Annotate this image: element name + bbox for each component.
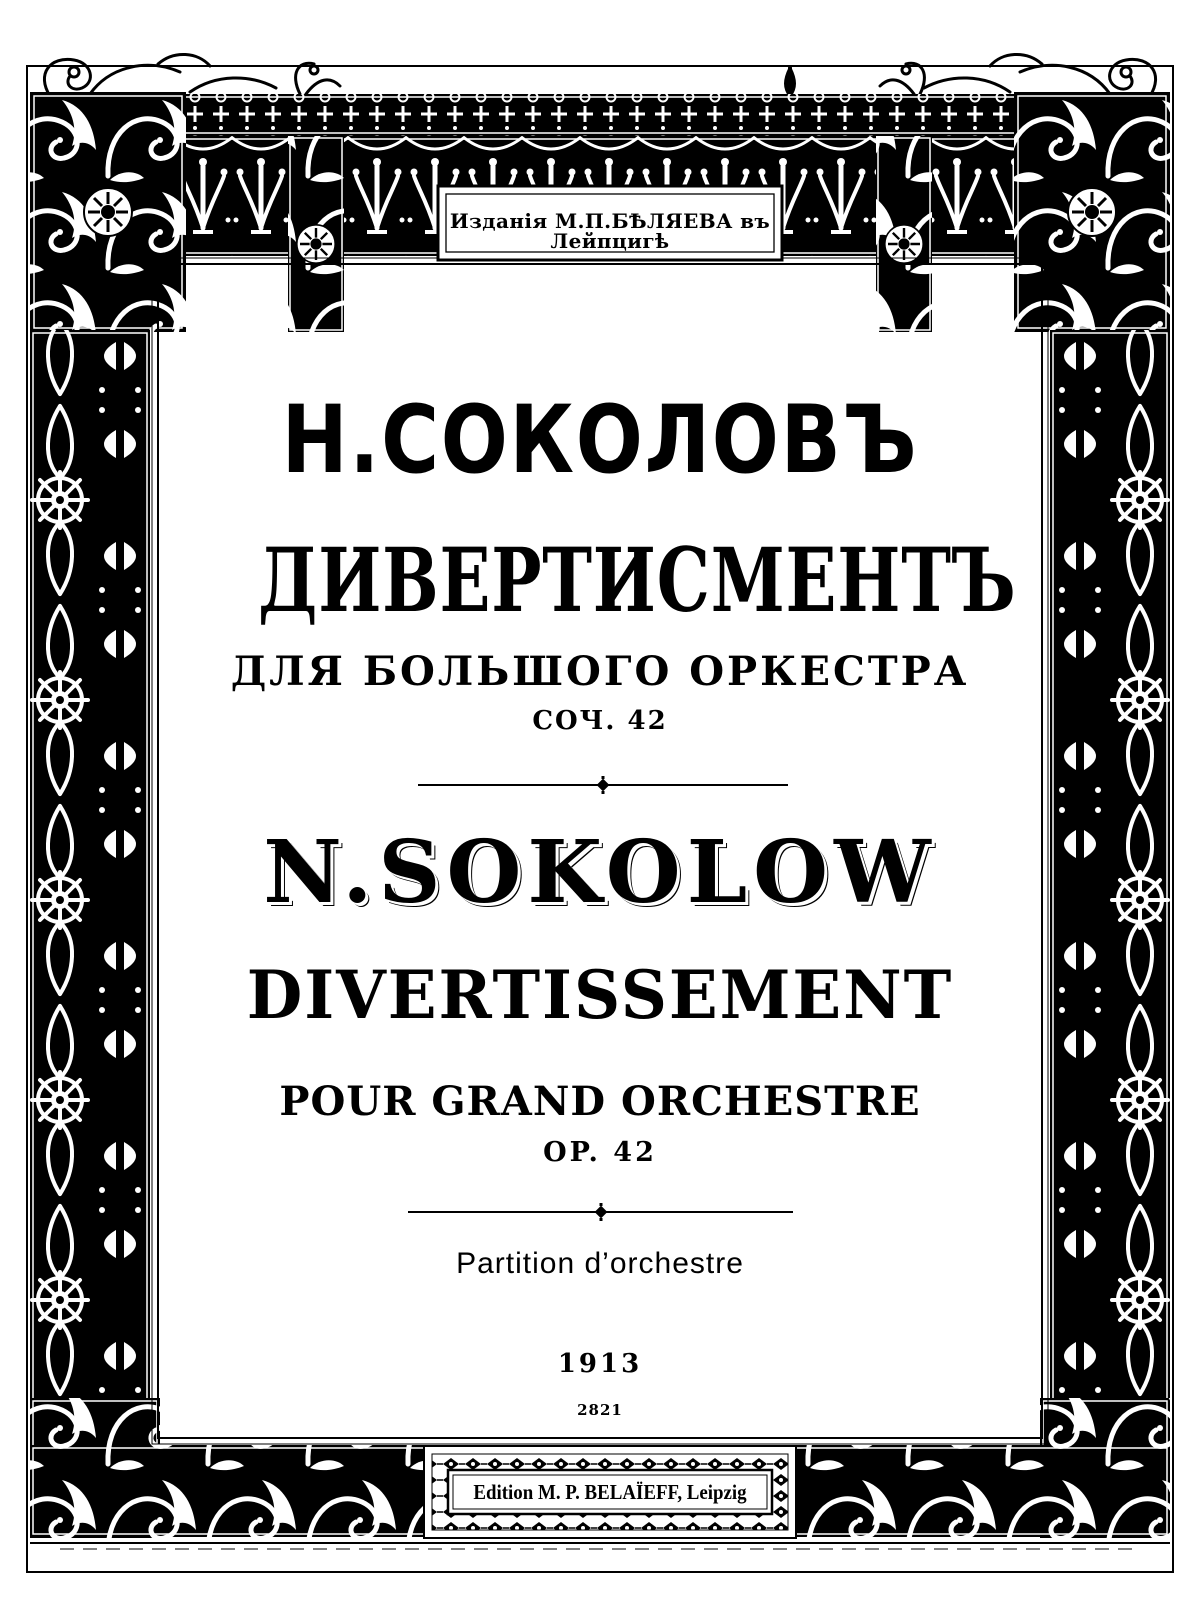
divider-ornament-icon: [602, 776, 605, 779]
composer-name-french: N.SOKOLOW: [263, 822, 937, 923]
plate-number: 2821: [577, 1401, 623, 1419]
subtitle-russian: ДЛЯ БОЛЬШОГО ОРКЕСТРА: [230, 648, 970, 695]
sprig-icon: [296, 63, 340, 94]
work-title-russian: ДИВЕРТИСМЕНТЪ: [258, 528, 1017, 632]
divider-ornament-icon: [599, 1203, 602, 1206]
composer-name-russian: Н.СОКОЛОВЪ: [281, 386, 919, 495]
opus-french: OP. 42: [543, 1137, 657, 1168]
edition-format: Partition d’orchestre: [456, 1247, 744, 1280]
outer-rule: [27, 66, 1173, 1572]
divider-ornament-icon: [599, 1218, 602, 1221]
subtitle-french: POUR GRAND ORCHESTRE: [279, 1078, 921, 1125]
corner-flourish-icon: [924, 54, 1156, 96]
divider-rule: [418, 784, 788, 786]
sprig-icon: [880, 63, 924, 94]
opus-russian: СОЧ. 42: [532, 706, 668, 736]
publisher-imprint: Edition M. P. BELAÏEFF, Leipzig: [473, 1480, 747, 1504]
work-title-french: DIVERTISSEMENT: [246, 956, 954, 1034]
divider-rule: [408, 1211, 793, 1213]
publication-year: 1913: [557, 1349, 643, 1379]
divider-ornament-icon: [602, 791, 605, 794]
publisher-banner: Изданія М.П.БѢЛЯЕВА въ Лейпцигѣ: [449, 209, 771, 253]
corner-flourish-icon: [44, 54, 276, 96]
